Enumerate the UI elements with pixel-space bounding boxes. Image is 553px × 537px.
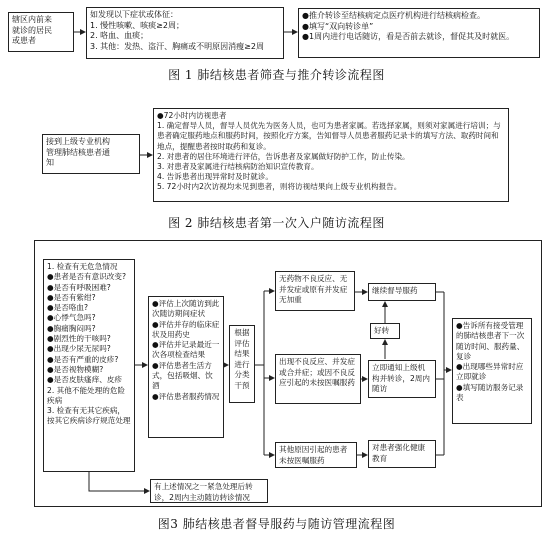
fig3-danger-check-box: 1. 检查有无危急情况 ●患者是否有意识改变? ●是否有呼吸困难? ●是否有紫绀? ●是否咯血? ●心悸气急吗? ●胸痛胸闷吗? ●剧烈性的干咳吗? ●出现少尿无尿吗? ●是否有严重的皮疹? ●是否视物模糊? ●是否皮肤瘙痒、皮疹 2. 其他不能处理的危险疾病 3. 检查有无其它疾病，按其它疾病诊疗规范处理: [43, 259, 135, 472]
fig3-emergency-referral-box: 有上述情况之一紧急处理后转诊，2周内主动随访转诊情况: [150, 479, 268, 503]
fig3-improve-box: 好转: [370, 323, 400, 339]
fig3-notify-referral-box: 立即通知上级机构并转诊，2周内随访: [368, 360, 436, 398]
fig2-caption: 图 2 肺结核患者第一次入户随访流程图: [168, 216, 385, 230]
fig3-continue-supervision-box: 继续督导服药: [368, 283, 436, 301]
fig2-visit-box: ●72小时内访视患者 1. 确定督导人员，督导人员优先为医务人员，也可为患者家属。若选择家属，则须对家属进行培训；与患者确定服药地点和服药时间，按照化疗方案，告知督导人员患者服药记录卡的填写方法、取药时间和地点，提醒患者按时取药和复诊。 2. 对患者的居住环境进行评估，告诉患者及家属做好防护工作，防止传染。 3. 对患者及家属进行结核病防治知识宣传教育。 4. 告诉患者出现异常时及时就诊。 5. 72小时内2次访视均未见到患者，则将访视结果向上级专业机构报告。: [153, 108, 509, 202]
fig1-symptoms-box: 如发现以下症状或体征： 1. 慢性咳嗽、咳痰≥2周； 2. 咯血、血痰； 3. 其他：发热、盗汗、胸痛或不明原因消瘦≥2周: [86, 7, 284, 59]
fig3-final-instructions-box: ●告诉所有接受管理的肺结核患者下一次随访时间、服药量、复诊 ●出现哪些异常时应立即就诊 ●填写随访服务记录表: [452, 318, 532, 424]
fig2-notice-box: 接到上级专业机构 管理肺结核患者通 知: [42, 134, 140, 174]
fig3-health-education-box: 对患者强化健康教育: [368, 440, 436, 468]
fig3-assessment-box: ●评估上次随访到此次随访期间症状 ●评估并存的临床症状及用药史 ●评估并记录最近一次各项检查结果 ●评估患者生活方式，包括吸烟、饮酒 ●评估患者服药情况: [148, 296, 224, 438]
fig3-case-other-reason: 其他原因引起的患者未按医嘱服药: [275, 442, 357, 468]
fig1-caption: 图 1 肺结核患者筛查与推介转诊流程图: [168, 68, 385, 82]
fig3-caption: 图3 肺结核患者督导服药与随访管理流程图: [157, 517, 396, 531]
fig3-case-adverse-reaction: 出现不良反应、并发症或合并症；或因不良反应引起的未按医嘱服药: [275, 354, 361, 404]
fig3-case-no-reaction: 无药物不良反应、无并发症或原有并发症无加重: [275, 271, 355, 311]
fig3-classify-box: 根据 评估 结果 进行 分类 干预: [229, 325, 255, 403]
fig1-residents-box: 辖区内前来 就诊的居民 或患者: [8, 12, 74, 52]
fig1-referral-box: ●推介转诊至结核病定点医疗机构进行结核病检查。 ●填写“双向转诊单” ●1周内进行电话随访，看是否前去就诊，督促其及时就医。: [298, 8, 540, 58]
